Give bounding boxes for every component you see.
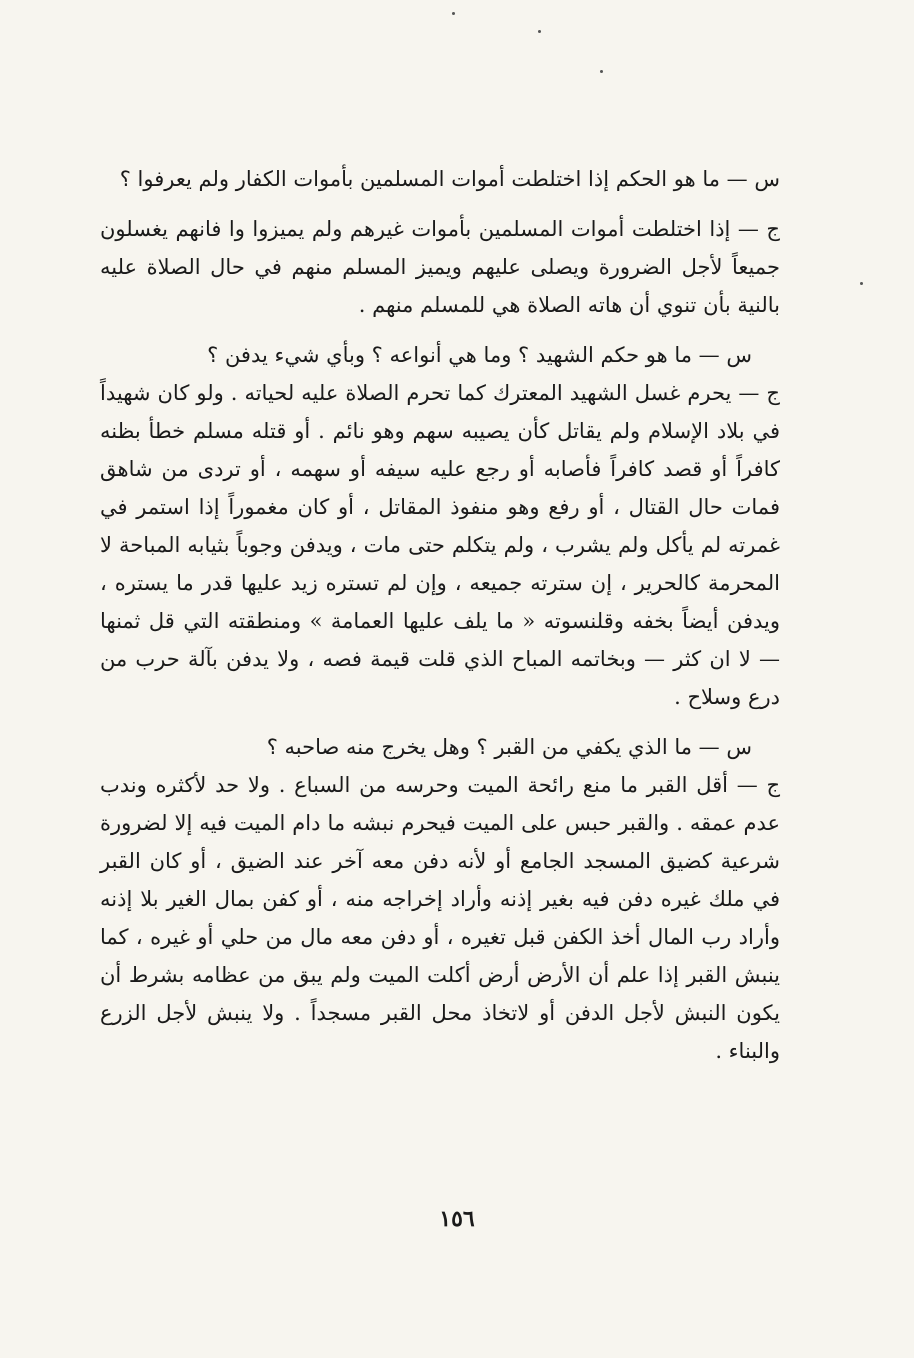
question-3: س — ما الذي يكفي من القبر ؟ وهل يخرج منه صاحبه ؟ [266,735,752,759]
question-2: س — ما هو حكم الشهيد ؟ وما هي أنواعه ؟ وبأي شيء يدفن ؟ [207,343,752,367]
answer-3: ج — أقل القبر ما منع رائحة الميت وحرسه من السباع . ولا حد لأكثره وندب عدم عمقه . والقبر حبس على الميت فيحرم نبشه ما دام الميت فيه إلا لضرورة شرعية كضيق المسجد الجامع أو لأنه دفن معه آخر عند الضيق ، أو كان القبر في ملك غيره دفن فيه بغير إذنه وأراد إخراجه منه ، أو كفن بمال الغير بلا إذنه وأراد رب المال أخذ الكفن قبل تغيره ، أو دفن معه مال من حلي أو غيره ، كما ينبش القبر إذا علم أن الأرض أرض أكلت الميت ولم يبق من عظامه بشرط أن يكون النبش لأجل الدفن أو لاتخاذ محل القبر مسجداً . ولا ينبش لأجل الزرع والبناء . [100,773,780,1063]
paper-speck [452,12,455,15]
paper-speck [538,30,541,33]
answer-1: ج — إذا اختلطت أموات المسلمين بأموات غيرهم ولم يميزوا وا فانهم يغسلون جميعاً لأجل الضرورة ويصلى عليهم ويميز المسلم منهم في حال الصلاة عليه بالنية بأن تنوي أن هاته الصلاة هي للمسلم منهم . [100,217,780,317]
question-1: س — ما هو الحكم إذا اختلطت أموات المسلمين بأموات الكفار ولم يعرفوا ؟ [119,167,780,191]
answer-2: ج — يحرم غسل الشهيد المعترك كما تحرم الصلاة عليه لحياته . ولو كان شهيداً في بلاد الإسلام ولم يقاتل كأن يصيبه سهم وهو نائم . أو قتله مسلم خطأ بظنه كافراً أو قصد كافراً فأصابه أو رجع عليه سيفه أو سهمه ، أو تردى من شاهق فمات حال القتال ، أو رفع وهو منفوذ المقاتل ، أو كان مغموراً إذا استمر في غمرته لم يأكل ولم يشرب ، ولم يتكلم حتى مات ، ويدفن وجوباً بثيابه المباحة لا المحرمة كالحرير ، إن سترته جميعه ، وإن لم تستره زيد عليها قدر ما يستره ، ويدفن أيضاً بخفه وقلنسوته « ما يلف عليها العمامة » ومنطقته التي قل ثمنها — لا ان كثر — وبخاتمه المباح الذي قلت قيمة فصه ، ولا يدفن بآلة حرب من درع وسلاح . [100,381,780,709]
paper-speck [600,70,603,73]
page-body [100,160,780,1082]
page-number: ١٥٦ [439,1206,475,1232]
paper-speck [860,282,863,285]
